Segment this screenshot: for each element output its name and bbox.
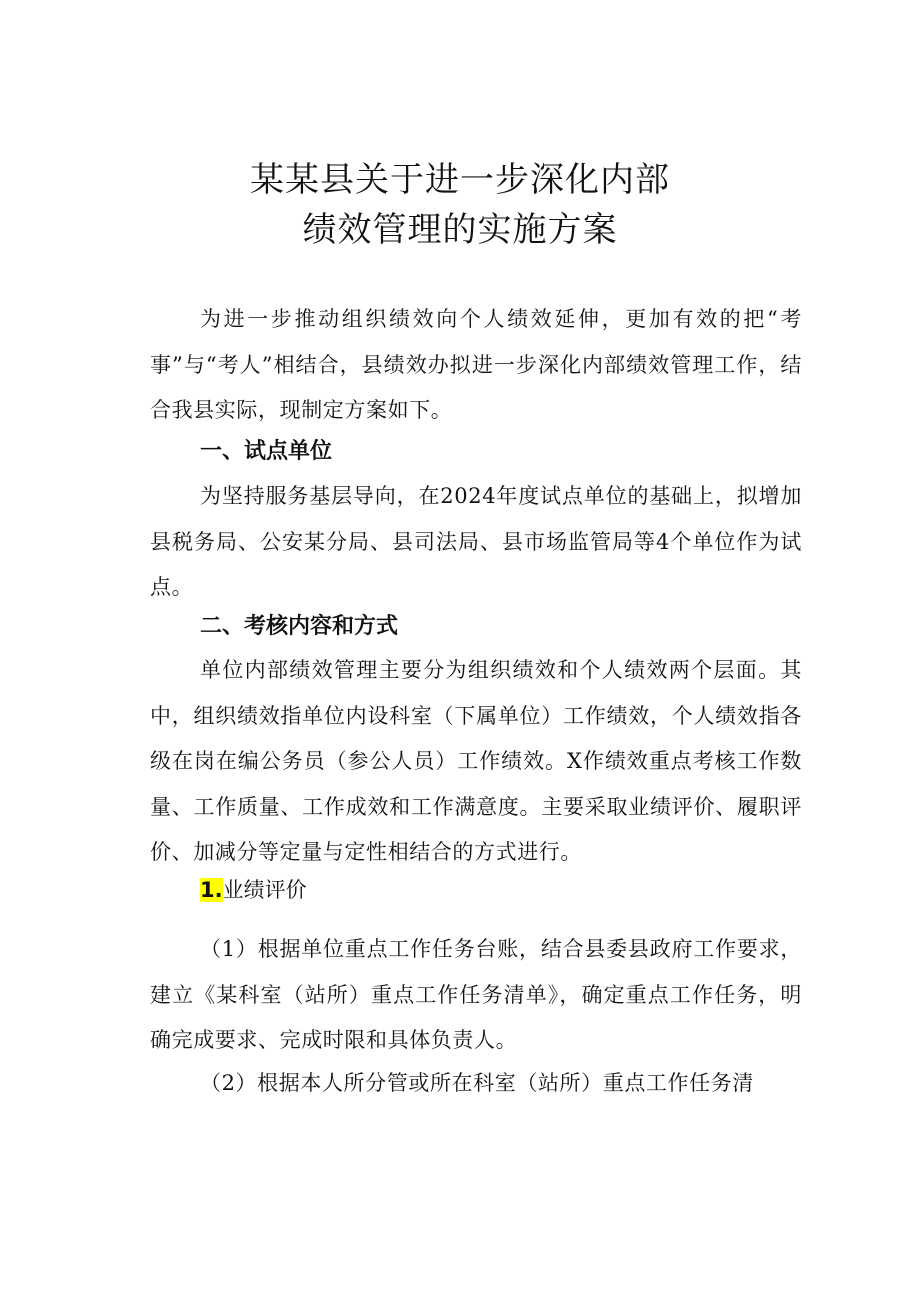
section-1-body: 为坚持服务基层导向，在2024年度试点单位的基础上，拟增加县税务局、公安某分局、县司法局、县市场监管局等4个单位作为试点。 — [150, 484, 802, 599]
item-2-paragraph: （2）根据本人所分管或所在科室（站所）重点工作任务清 — [200, 1071, 754, 1095]
subsection-1-label: 业绩评价 — [222, 878, 307, 902]
highlighted-number: 1. — [200, 878, 223, 902]
section-2-body: 单位内部绩效管理主要分为组织绩效和个人绩效两个层面。其中，组织绩效指单位内设科室（下属单位）工作绩效，个人绩效指各级在岗在编公务员（参公人员）工作绩效。X作绩效重点考核工作数量、工作质量、工作成效和工作满意度。主要采取业绩评价、履职评价、加减分等定量与定性相结合的方式进行。 — [150, 658, 802, 864]
section-2-heading: 二、考核内容和方式 — [200, 614, 399, 639]
document-title-line-1: 某某县关于进一步深化内部 — [250, 160, 670, 200]
section-1-heading: 一、试点单位 — [200, 439, 333, 464]
intro-paragraph: 为进一步推动组织绩效向个人绩效延伸，更加有效的把“考事”与“考人”相结合，县绩效办拟进一步深化内部绩效管理工作，结合我县实际，现制定方案如下。 — [150, 307, 802, 422]
document-title-line-2: 绩效管理的实施方案 — [302, 210, 618, 250]
item-1-paragraph: （1）根据单位重点工作任务台账，结合县委县政府工作要求，建立《某科室（站所）重点工作任务清单》，确定重点工作任务，明确完成要求、完成时限和具体负责人。 — [150, 937, 802, 1052]
subsection-1-heading — [200, 875, 307, 905]
